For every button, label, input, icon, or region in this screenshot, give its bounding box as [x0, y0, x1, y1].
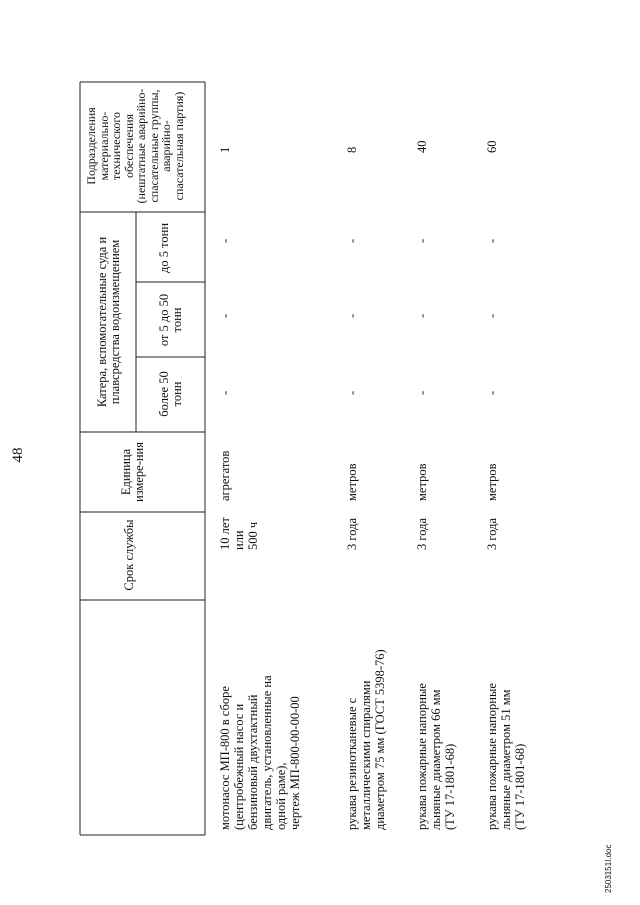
row4-service-life: 3 года: [485, 518, 499, 550]
row4-up-to-5: -: [485, 238, 499, 243]
header-up-to-5: до 5 тонн: [157, 222, 171, 274]
row3-service-life: 3 года: [415, 518, 429, 550]
row3-name: рукава пожарные напорные льняные диаметром 66 мм (ТУ 17-1801-68): [415, 683, 457, 830]
row1-5-to-50: -: [218, 313, 232, 318]
header-over-50: более 50 тонн: [157, 371, 184, 417]
row1-name: мотонасос МП-800 в сборе (центробежный насос и бензиновый двухтактный двигатель, установленные на одной раме), чертеж МП-800-00-00-00: [218, 675, 302, 830]
row2-service-life: 3 года: [345, 518, 359, 550]
row1-over-50: -: [218, 390, 232, 395]
row3-5-to-50: -: [415, 313, 429, 318]
row1-service-life: 10 лет или 500 ч: [218, 517, 260, 550]
header-subdivisions: Подразделения материально-технического обеспечения (нештатные аварийно-спасательные группы, аварийно-спасательная партия): [84, 88, 186, 204]
row3-over-50: -: [415, 390, 429, 395]
row2-5-to-50: -: [345, 313, 359, 318]
row1-up-to-5: -: [218, 238, 232, 243]
row4-subdivisions: 60: [485, 140, 499, 153]
row4-over-50: -: [485, 390, 499, 395]
row4-5-to-50: -: [485, 313, 499, 318]
row2-up-to-5: -: [345, 238, 359, 243]
row1-subdivisions: 1: [218, 146, 232, 153]
header-5-to-50: от 5 до 50 тонн: [157, 293, 184, 347]
row1-unit: агрегатов: [218, 450, 232, 501]
header-service-life: Срок службы: [122, 519, 136, 591]
row3-up-to-5: -: [415, 238, 429, 243]
row3-unit: метров: [415, 463, 429, 501]
row4-unit: метров: [485, 463, 499, 501]
header-boats-group: Катера, вспомогательные суда и плавсредства водоизмещением: [95, 236, 122, 408]
row3-subdivisions: 40: [415, 140, 429, 153]
header-unit: Единица измере-ния: [119, 442, 146, 502]
row4-name: рукава пожарные напорные льняные диаметром 51 мм (ТУ 17-1801-68): [485, 683, 527, 830]
row2-name: рукава резинотканевые с металлическими спиралями диаметром 75 мм (ГОСТ 5398-76): [345, 649, 387, 830]
row2-unit: метров: [345, 463, 359, 501]
footer-file-code: 2503151I.doc: [604, 844, 613, 893]
row2-subdivisions: 8: [345, 146, 359, 153]
row2-over-50: -: [345, 390, 359, 395]
page-number: 48: [10, 447, 26, 463]
